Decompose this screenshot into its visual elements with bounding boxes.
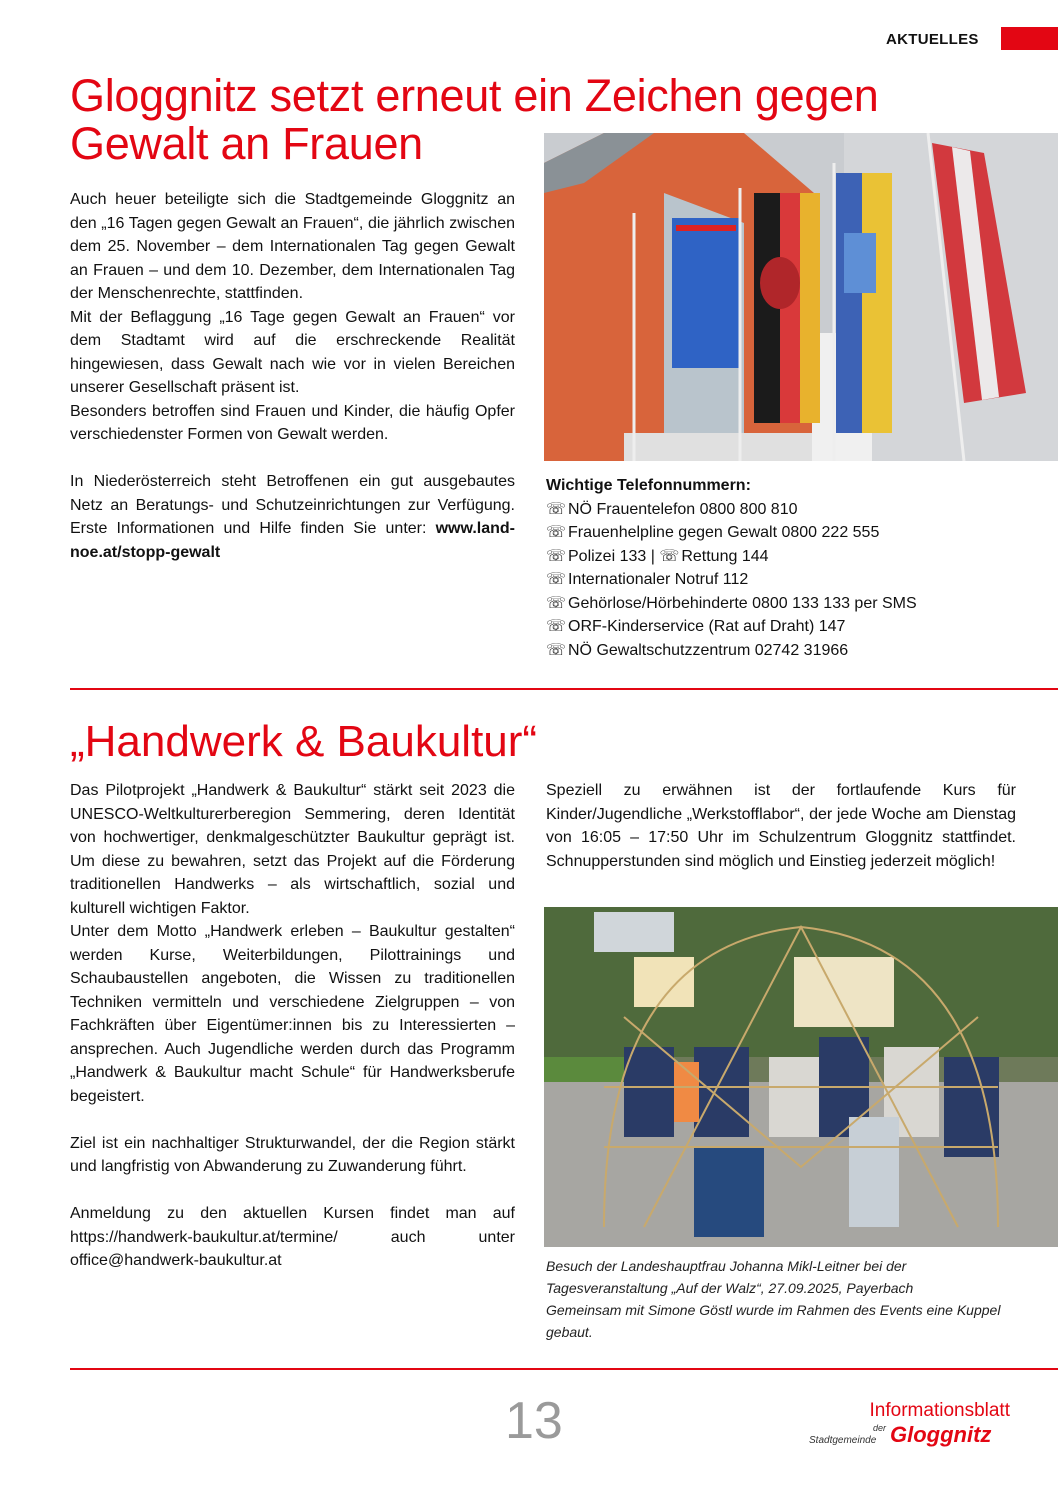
article2-body-right	[546, 779, 1016, 873]
section-accent-bar	[1001, 27, 1058, 50]
paragraph: Anmeldung zu den aktuellen Kursen findet man auf https://handwerk-baukultur.at/termine/ auch unter office@handwerk-baukultur.at	[70, 1205, 515, 1269]
brand-der: der	[873, 1423, 887, 1433]
phone-item	[546, 521, 917, 545]
paragraph-text: In Niederösterreich steht Betroffenen ein gut ausgebautes Netz an Beratungs- und Schutzeinrichtungen zur Verfügung. Erste Informationen und Hilfe finden Sie unter:	[70, 473, 515, 537]
telephone-icon: ☏	[546, 547, 567, 565]
paragraph: Besonders betroffen sind Frauen und Kinder, die häufig Opfer verschiedenster Formen von Gewalt werden.	[70, 402, 515, 443]
telephone-icon: ☏	[546, 524, 567, 541]
phone-item-text: Internationaler Notruf 112	[568, 571, 749, 588]
telephone-icon: ☏	[546, 618, 567, 635]
footer-divider	[70, 1368, 1058, 1370]
phone-item-text: Polizei 133 |	[568, 547, 655, 565]
phone-item	[546, 615, 917, 639]
paragraph: Ziel ist ein nachhaltiger Strukturwandel, der die Region stärkt und langfristig von Abwanderung zu Zuwanderung führt.	[70, 1134, 515, 1175]
phone-list	[546, 474, 917, 662]
phone-item-text: Rettung 144	[681, 547, 769, 565]
phone-item	[546, 568, 917, 592]
dome-group-photo	[544, 907, 1058, 1247]
caption-line: Besuch der Landeshauptfrau Johanna Mikl-Leitner bei der Tagesveranstaltung „Auf der Walz“, 27.09.2025, Payerbach	[546, 1258, 914, 1296]
section-divider	[70, 688, 1058, 690]
phone-item-text: NÖ Gewaltschutzzentrum 02742 31966	[568, 641, 849, 659]
article-title: Gloggnitz setzt erneut ein Zeichen gegen Gewalt an Frauen	[70, 70, 879, 169]
phone-item	[546, 592, 917, 616]
phone-item	[546, 639, 917, 663]
publication-logo	[805, 1400, 1010, 1450]
phone-item	[546, 498, 917, 522]
phone-item-text: Frauenhelpline gegen Gewalt 0800 222 555	[568, 524, 880, 541]
phone-item-text: Gehörlose/Hörbehinderte 0800 133 133 per SMS	[568, 594, 917, 612]
paragraph: Auch heuer beteiligte sich die Stadtgemeinde Gloggnitz an den „16 Tagen gegen Gewalt an Frauen“, die jährlich zwischen dem 25. November – dem Internationalen Tag gegen Gewalt an Frauen – und dem 10. Dezember, dem Internationalen Tag der Menschenrechte, stattfinden.	[70, 191, 515, 302]
telephone-icon: ☏	[546, 594, 567, 612]
phone-item-text: ORF-Kinderservice (Rat auf Draht) 147	[568, 618, 846, 635]
brand-name: Gloggnitz	[890, 1422, 992, 1447]
telephone-icon: ☏	[546, 571, 567, 588]
flags-photo-image	[544, 133, 1058, 461]
section-label: AKTUELLES	[886, 31, 979, 48]
telephone-icon: ☏	[546, 500, 567, 518]
paragraph: Mit der Beflaggung „16 Tage gegen Gewalt an Frauen“ vor dem Stadtamt wird auf die erschreckende Realität hingewiesen, dass Gewalt nach wie vor in vielen Bereichen unserer Gesellschaft präsent ist.	[70, 308, 515, 396]
brand-stadtgemeinde: Stadtgemeinde	[809, 1435, 877, 1446]
article2-title: „Handwerk & Baukultur“	[70, 717, 538, 766]
paragraph: Speziell zu erwähnen ist der fortlaufende Kurs für Kinder/Jugendliche „Werkstofflabor“, der jede Woche am Dienstag von 16:05 – 17:50 Uhr im Schulzentrum Gloggnitz stattfindet. Schnupperstunden sind möglich und Einstieg jederzeit möglich!	[546, 782, 1016, 870]
stopp-gewalt-link[interactable]: www.land-noe.at/stopp-gewalt	[70, 520, 515, 561]
paragraph: Das Pilotprojekt „Handwerk & Baukultur“ stärkt seit 2023 die UNESCO-Weltkulturerberegion Semmering, deren Identität von hochwertiger, denkmalgeschützter Baukultur geprägt ist. Um diese zu bewahren, setzt das Projekt auf die Förderung traditionellen Handwerks – als wirtschaftlich, sozial und kulturell wichtigen Faktor.	[70, 782, 515, 917]
telephone-icon: ☏	[546, 641, 567, 659]
article1-body	[70, 188, 515, 564]
article2-body-left	[70, 779, 515, 1273]
flags-photo	[544, 133, 1058, 461]
phone-item-text: NÖ Frauentelefon 0800 800 810	[568, 500, 798, 518]
photo-caption	[546, 1255, 1006, 1343]
telephone-icon: ☏	[659, 547, 680, 565]
phone-list-heading: Wichtige Telefonnummern:	[546, 477, 751, 494]
paragraph	[70, 470, 515, 564]
phone-item	[546, 545, 917, 569]
caption-line: Gemeinsam mit Simone Göstl wurde im Rahmen des Events eine Kuppel gebaut.	[546, 1302, 1001, 1340]
brand-line1: Informationsblatt	[869, 1400, 1010, 1421]
dome-group-photo-image	[544, 907, 1058, 1247]
page-number: 13	[505, 1392, 563, 1450]
paragraph: Unter dem Motto „Handwerk erleben – Baukultur gestalten“ werden Kurse, Weiterbildungen, Pilottrainings und Schaubaustellen angeboten, die Wissen zu traditionellen Techniken vermitteln und verschiedene Zielgruppen – von Fachkräften über Eigentümer:innen bis zu Interessierten – ansprechen. Auch Jugendliche werden durch das Programm „Handwerk & Baukultur macht Schule“ für Handwerksberufe begeistert.	[70, 923, 515, 1105]
